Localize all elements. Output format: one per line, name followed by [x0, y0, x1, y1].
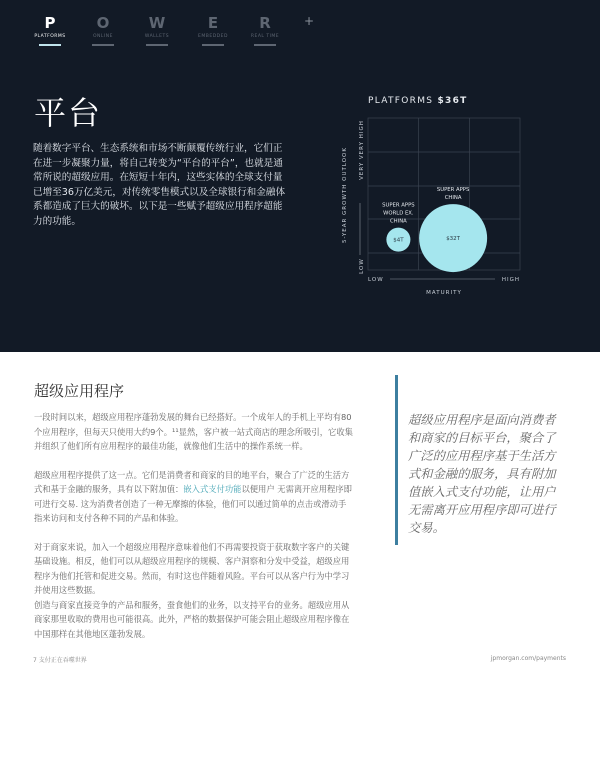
nav-underline [202, 44, 224, 46]
nav-item-wallets[interactable] [127, 14, 187, 46]
nav-underline [92, 44, 114, 46]
y-low-label: LOW [359, 258, 365, 274]
nav-letter: E [207, 14, 219, 32]
x-high-label: HIGH [501, 277, 520, 283]
bubble-name-label: SUPER APPS [382, 202, 415, 209]
nav-label: ONLINE [93, 34, 113, 39]
footer-page: 7 支付正在吞噬世界 [33, 657, 87, 664]
paragraph: 创造与商家直接竞争的产品和服务，蚕食他们的业务，以支持平台的业务。超级应用从商家那里收取的费用也可能很高。此外，严格的数据保护可能会阻止超级应用程序像在中国那样在其他地区蓬勃发展。 [34, 599, 350, 639]
embedded-payments-link[interactable]: 嵌入式支付功能 [183, 484, 242, 494]
nav-letter: W [148, 14, 166, 32]
footer-url[interactable]: jpmorgan.com/payments [490, 655, 566, 662]
section-title: 超级应用程序 [34, 382, 125, 400]
nav-letter: P [44, 14, 56, 32]
chart-title: PLATFORMS $36T [368, 96, 468, 106]
nav-item-real-time[interactable] [235, 14, 295, 46]
nav-letter: O [96, 14, 110, 32]
bubble-chart [330, 110, 530, 300]
paragraph: 超级应用程序提供了这一点。它们是消费者和商家的目的地平台，聚合了广泛的生活方式和基于金融的服务，具有以下附加值：嵌入式支付功能以便用户 无需离开应用程序即可进行交易. 这为消费者创造了一种无摩擦的体验，他们可以通过简单的点击或滑动手指来访问和支付各种不同的产品和体验。 [34, 469, 352, 523]
x-low-label: LOW [368, 277, 384, 283]
y-high-label: VERY VERY HIGH [359, 120, 365, 180]
nav-underline [39, 44, 61, 46]
nav-item-online[interactable] [73, 14, 133, 46]
nav-item-platforms[interactable] [20, 14, 80, 46]
nav-item-embedded[interactable] [183, 14, 243, 46]
x-axis-label: MATURITY [426, 290, 462, 296]
intro-paragraph: 随着数字平台、生态系统和市场不断颠覆传统行业，它们正在进一步凝聚力量，将自己转变为“平台的平台”，也就是通常所说的超级应用。在短短十年内，这些实体的全球支付量已增至36万亿美元，对传统零售模式以及全球银行和金融体系都造成了巨大的破坏。以下是一些赋予超级应用程序超能力的功能。 [33, 143, 286, 227]
nav-label: PLATFORMS [34, 34, 66, 39]
paragraph: 一段时间以来，超级应用程序蓬勃发展的舞台已经搭好。一个成年人的手机上平均有80个应用程序，但每天只使用大约9个。¹¹显然，客户被一站式商店的理念所吸引，它收集并组织了他们所有应用程序的最佳功能，就像他们生活中的操作系统一样。 [34, 412, 353, 451]
nav-label: REAL TIME [250, 34, 280, 39]
bubble-value-label: $4T [393, 237, 404, 244]
nav-underline [146, 44, 168, 46]
bubble-name-label: WORLD EX. [383, 210, 414, 217]
nav-label: WALLETS [144, 34, 170, 39]
pull-quote: 超级应用程序是面向消费者和商家的目标平台，聚合了广泛的应用程序基于生活方式和金融的服务，具有附加值嵌入式支付功能，让用户无需离开应用程序即可进行交易。 [408, 413, 556, 535]
page-title: 平台 [34, 94, 103, 132]
nav-letter: R [259, 14, 271, 32]
bubble-name-label: CHINA [444, 195, 462, 202]
nav-label: EMBEDDED [198, 34, 228, 39]
y-axis-label: 5-YEAR GROWTH OUTLOOK [342, 147, 348, 243]
nav-underline [254, 44, 276, 46]
quote-bar [395, 375, 398, 545]
plus-icon[interactable]: + [304, 14, 315, 28]
bubble-value-label: $32T [446, 236, 461, 243]
paragraph: 对于商家来说，加入一个超级应用程序意味着他们不再需要投资于获取数字客户的关键基础设施。相反，他们可以从超级应用程序的规模、客户洞察和分发中受益，超级应用程序为他们托管和促进交易。然而，有时这也伴随着风险。平台可以从客户行为中学习并使用这些数据。 [34, 541, 350, 595]
bubble-name-label: CHINA [389, 218, 407, 225]
bubble-name-label: SUPER APPS [436, 187, 470, 194]
section-body [34, 410, 354, 655]
